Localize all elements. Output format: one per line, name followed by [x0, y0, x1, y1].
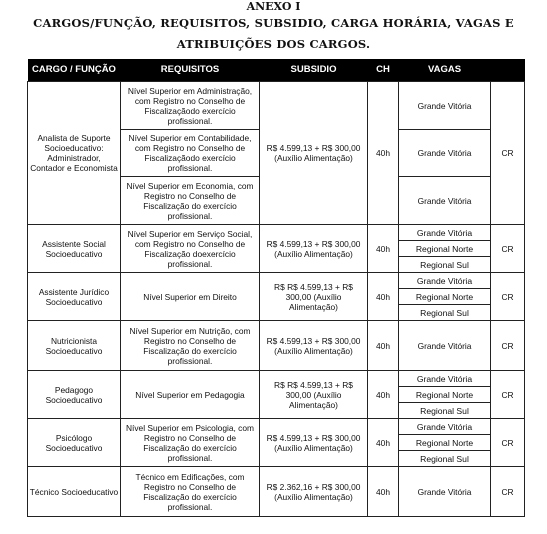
cr-cell: CR [491, 371, 525, 419]
subsidio-cell: R$ 4.599,13 + R$ 300,00 (Auxílio Alimentação) [260, 321, 368, 371]
requisitos-cell: Nível Superior em Direito [121, 273, 260, 321]
cr-cell: CR [491, 321, 525, 371]
vaga-cell: Regional Sul [399, 451, 491, 467]
cr-cell: CR [491, 82, 525, 225]
vaga-cell: Grande Vitória [399, 321, 491, 371]
header-vagas: VAGAS [399, 59, 491, 82]
subsidio-cell: R$ R$ 4.599,13 + R$ 300,00 (Auxílio Alimentação) [260, 273, 368, 321]
header-subsidio: SUBSIDIO [260, 59, 368, 82]
header-requisitos: REQUISITOS [121, 59, 260, 82]
positions-table [27, 59, 525, 517]
cr-cell: CR [491, 273, 525, 321]
cargo-cell: Assistente Jurídico Socioeducativo [28, 273, 121, 321]
vaga-cell: Grande Vitória [399, 371, 491, 387]
subsidio-cell: R$ 2.362,16 + R$ 300,00 (Auxílio Alimentação) [260, 467, 368, 517]
requisitos-cell: Nível Superior em Pedagogia [121, 371, 260, 419]
cr-cell: CR [491, 467, 525, 517]
header-cr [491, 59, 525, 82]
vaga-cell: Grande Vitória [399, 273, 491, 289]
requisitos-cell: Nível Superior em Administração, com Registro no Conselho de Fiscalizaçãodo exercício profissional. [121, 82, 260, 130]
subsidio-cell: R$ 4.599,13 + R$ 300,00 (Auxílio Alimentação) [260, 419, 368, 467]
vaga-cell: Regional Norte [399, 241, 491, 257]
ch-cell: 40h [368, 273, 399, 321]
cr-cell: CR [491, 419, 525, 467]
vaga-cell: Grande Vitória [399, 225, 491, 241]
header-cargo: CARGO / FUNÇÃO [28, 59, 121, 82]
requisitos-cell: Nível Superior em Contabilidade, com Registro no Conselho de Fiscalizaçãodo exercício profissional. [121, 130, 260, 177]
table-row [28, 371, 525, 387]
requisitos-cell: Nível Superior em Serviço Social, com Registro no Conselho de Fiscalização doexercício profissional. [121, 225, 260, 273]
table-row [28, 225, 525, 241]
vaga-cell: Grande Vitória [399, 82, 491, 130]
table-row [28, 82, 525, 130]
ch-cell: 40h [368, 321, 399, 371]
table-row [28, 321, 525, 371]
cargo-cell: Pedagogo Socioeducativo [28, 371, 121, 419]
table-row [28, 419, 525, 435]
requisitos-cell: Nível Superior em Nutrição, com Registro no Conselho de Fiscalização do exercício profissional. [121, 321, 260, 371]
ch-cell: 40h [368, 82, 399, 225]
title-line-2: ATRIBUIÇÕES DOS CARGOS. [176, 37, 371, 51]
vaga-cell: Grande Vitória [399, 467, 491, 517]
vaga-cell: Regional Norte [399, 289, 491, 305]
cargo-cell: Técnico Socioeducativo [28, 467, 121, 517]
ch-cell: 40h [368, 419, 399, 467]
annex-label: ANEXO I [246, 0, 301, 13]
vaga-cell: Grande Vitória [399, 130, 491, 177]
ch-cell: 40h [368, 371, 399, 419]
cargo-cell: Assistente Social Socioeducativo [28, 225, 121, 273]
cargo-cell: Analista de Suporte Socioeducativo: Administrador, Contador e Economista [28, 82, 121, 225]
cr-cell: CR [491, 225, 525, 273]
cargo-cell: Psicólogo Socioeducativo [28, 419, 121, 467]
vaga-cell: Regional Norte [399, 435, 491, 451]
ch-cell: 40h [368, 225, 399, 273]
vaga-cell: Grande Vitória [399, 419, 491, 435]
requisitos-cell: Nível Superior em Economia, com Registro no Conselho de Fiscalização do exercício profissional. [121, 177, 260, 225]
subsidio-cell: R$ R$ 4.599,13 + R$ 300,00 (Auxílio Alimentação) [260, 371, 368, 419]
cargo-cell: Nutricionista Socioeducativo [28, 321, 121, 371]
ch-cell: 40h [368, 467, 399, 517]
vaga-cell: Grande Vitória [399, 177, 491, 225]
table-row [28, 467, 525, 517]
table-header-row [28, 59, 525, 82]
vaga-cell: Regional Sul [399, 305, 491, 321]
vaga-cell: Regional Sul [399, 257, 491, 273]
subsidio-cell: R$ 4.599,13 + R$ 300,00 (Auxílio Alimentação) [260, 225, 368, 273]
vaga-cell: Regional Norte [399, 387, 491, 403]
subsidio-cell: R$ 4.599,13 + R$ 300,00 (Auxílio Alimentação) [260, 82, 368, 225]
vaga-cell: Regional Sul [399, 403, 491, 419]
header-ch: CH [368, 59, 399, 82]
requisitos-cell: Técnico em Edificações, com Registro no Conselho de Fiscalização do exercício profissional. [121, 467, 260, 517]
table-row [28, 273, 525, 289]
requisitos-cell: Nível Superior em Psicologia, com Registro no Conselho de Fiscalização do exercício profissional. [121, 419, 260, 467]
title-line-1: CARGOS/FUNÇÃO, REQUISITOS, SUBSIDIO, CARGA HORÁRIA, VAGAS E [33, 16, 514, 30]
